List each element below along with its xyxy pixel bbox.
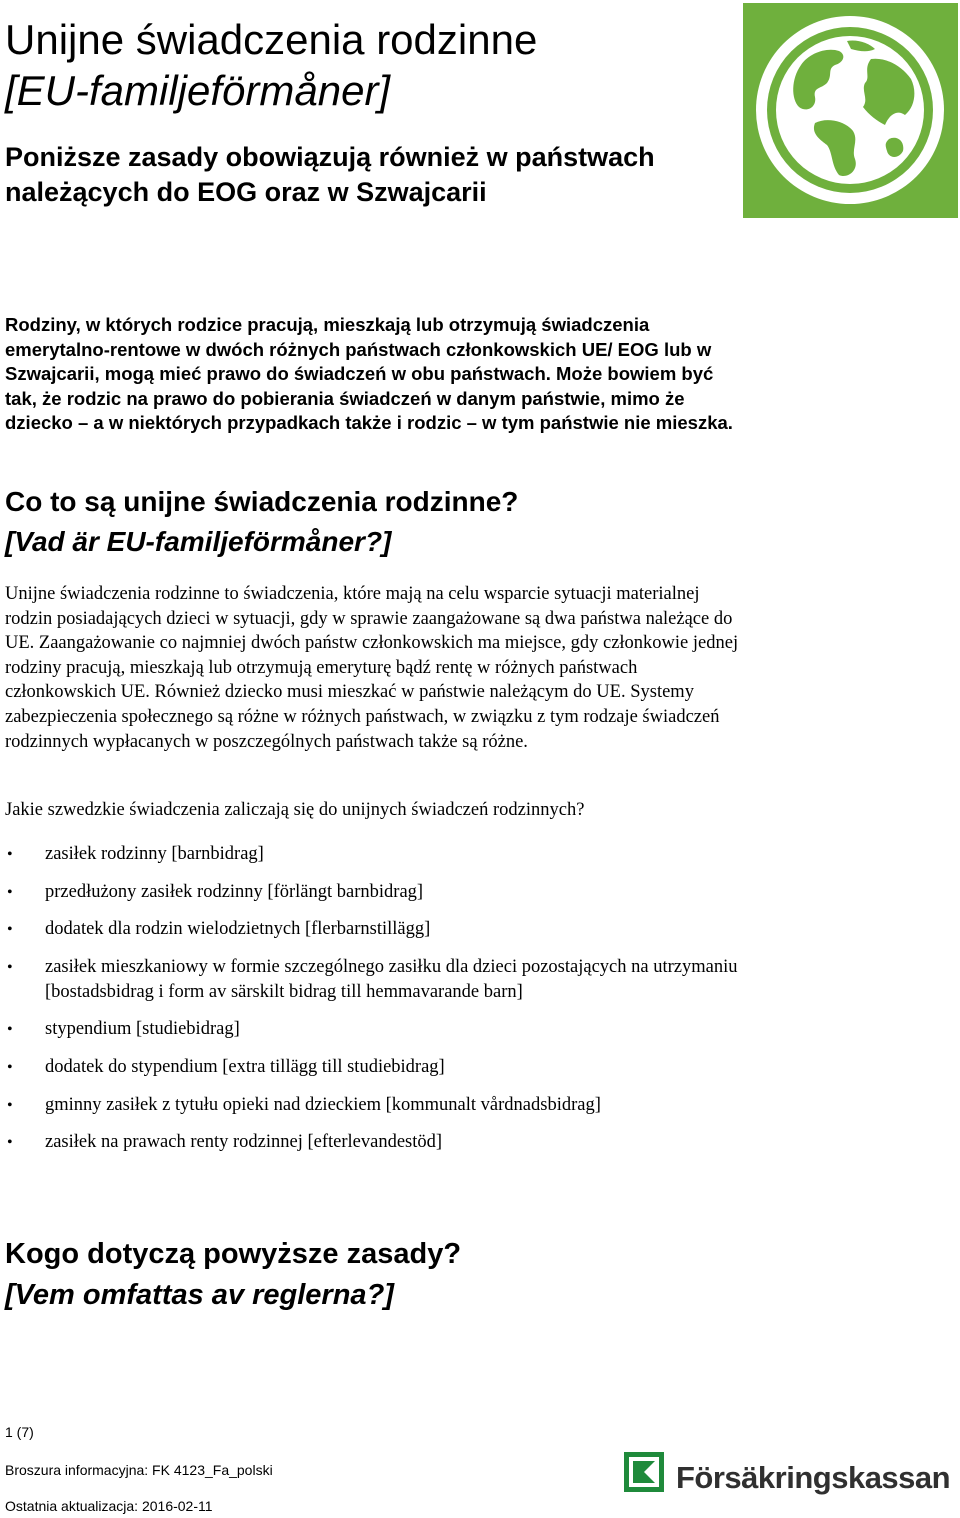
globe-icon bbox=[743, 3, 958, 218]
benefits-question: Jakie szwedzkie świadczenia zaliczają się do unijnych świadczeń rodzinnych? bbox=[5, 800, 585, 820]
bullet-icon: • bbox=[7, 1134, 13, 1151]
intro-paragraph: Rodziny, w których rodzice pracują, mieszkają lub otrzymują świadczenia emerytalno-rentowe w dwóch różnych państwach członkowskich UE/ EOG lub w Szwajcarii, mogą mieć prawo do świadczeń w obu państwach. Może bowiem być tak, że rodzic na prawo do pobierania świadczeń w danym państwie, mimo że dziecko – a w niektórych przypadkach także i rodzic – w tym państwie nie mieszka. bbox=[5, 314, 733, 433]
body-paragraph: Unijne świadczenia rodzinne to świadczenia, które mają na celu wsparcie sytuacji materialnej rodzin posiadających dzieci w sytuacji, gdy w sprawie zaangażowane są dwa państwa należące do UE. Zaangażowanie co najmniej dwóch państw członkowskich ma miejsce, gdy członkowie jednej rodziny pracują, mieszkają lub otrzymują emeryturę bądź rentę w różnych państwach członkowskich UE. Również dziecko musi mieszkać w państwie należącym do UE. Systemy zabezpieczenia społecznego są różne w różnych państwach, w związku z tym rodzaje świadczeń rodzinnych wypłacanych w poszczególnych państwach także są różne. bbox=[5, 584, 739, 752]
last-updated: Ostatnia aktualizacja: 2016-02-11 bbox=[5, 1498, 213, 1514]
section-heading-who-is-covered bbox=[5, 1234, 461, 1316]
heading-line-polish: Kogo dotyczą powyższe zasady? bbox=[5, 1238, 462, 1270]
forsakringskassan-mark-icon bbox=[624, 1452, 664, 1492]
bullet-icon: • bbox=[7, 884, 13, 901]
heading-line-swedish: [Vad är EU-familjeförmåner?] bbox=[5, 526, 392, 557]
heading-line-swedish: [Vem omfattas av reglerna?] bbox=[5, 1279, 394, 1311]
title-line-swedish: [EU-familjeförmåner] bbox=[5, 67, 391, 114]
bullet-icon: • bbox=[7, 959, 13, 976]
bullet-icon: • bbox=[7, 846, 13, 863]
forsakringskassan-logo bbox=[624, 1452, 954, 1502]
page-number: 1 (7) bbox=[5, 1424, 34, 1440]
brochure-id: Broszura informacyjna: FK 4123_Fa_polski bbox=[5, 1462, 273, 1478]
section-heading-what-are-benefits bbox=[5, 482, 518, 562]
document-subtitle: Poniższe zasady obowiązują również w państwach należących do EOG oraz w Szwajcarii bbox=[5, 142, 655, 207]
bullet-icon: • bbox=[7, 1059, 13, 1076]
bullet-icon: • bbox=[7, 921, 13, 938]
logo-text: Försäkringskassan bbox=[676, 1460, 951, 1495]
bullet-icon: • bbox=[7, 1021, 13, 1038]
heading-line-polish: Co to są unijne świadczenia rodzinne? bbox=[5, 486, 519, 517]
title-line-polish: Unijne świadczenia rodzinne bbox=[5, 16, 538, 63]
bullet-icon: • bbox=[7, 1097, 13, 1114]
document-title bbox=[5, 14, 537, 116]
